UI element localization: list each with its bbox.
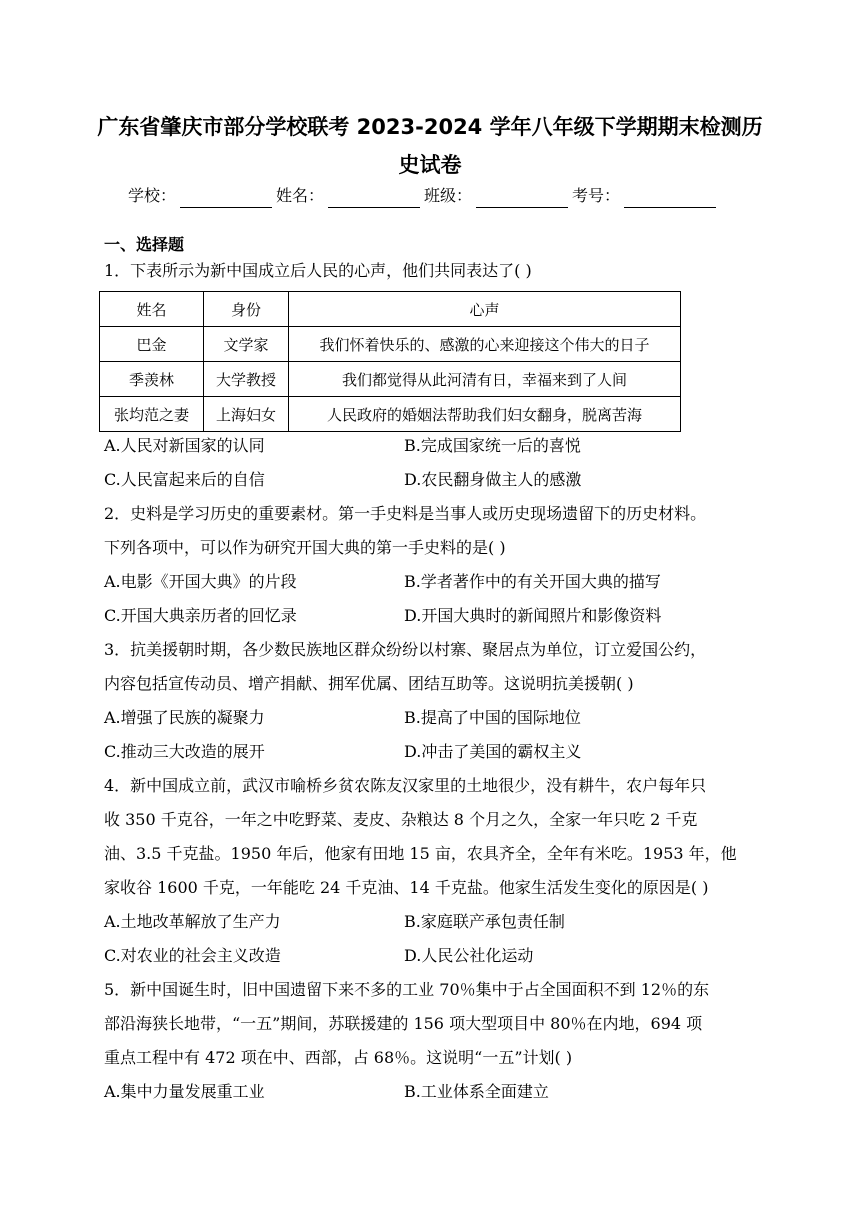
table-header-row (100, 292, 681, 327)
q2-stem-line: 2．史料是学习历史的重要素材。第一手史料是当事人或历史现场遗留下的历史材料。 (104, 504, 707, 523)
table-cell: 巴金 (100, 327, 204, 362)
student-info-row (128, 184, 748, 208)
q4-stem-line: 油、3.5 千克盐。1950 年后，他家有田地 15 亩，农具齐全，全年有米吃。1953 年，他 (104, 844, 737, 863)
q5-stem-line: 部沿海狭长地带，“一五”期间，苏联援建的 156 项大型项目中 80％在内地，694 项 (104, 1014, 703, 1033)
q4-option-c[interactable]: C.对农业的社会主义改造 (104, 946, 281, 965)
table-cell: 人民政府的婚姻法帮助我们妇女翻身，脱离苦海 (289, 397, 681, 432)
title-line-1: 广东省肇庆市部分学校联考 2023-2024 学年八年级下学期期末检测历 (97, 115, 763, 139)
q4-stem-line: 4．新中国成立前，武汉市喻桥乡贫农陈友汉家里的土地很少，没有耕牛，农户每年只 (104, 776, 707, 795)
table-row (100, 327, 681, 362)
school-blank[interactable] (180, 189, 272, 208)
table-cell: 文学家 (204, 327, 289, 362)
q5-stem-line: 重点工程中有 472 项在中、西部，占 68％。这说明“一五”计划( ) (104, 1048, 573, 1067)
table-cell: 上海妇女 (204, 397, 289, 432)
q4-stem-line: 家收谷 1600 千克，一年能吃 24 千克油、14 千克盐。他家生活发生变化的原因是( ) (104, 878, 709, 897)
table-header-cell: 心声 (289, 292, 681, 327)
q1-option-a[interactable]: A.人民对新国家的认同 (104, 436, 265, 455)
q1-stem-line: 1．下表所示为新中国成立后人民的心声，他们共同表达了( ) (104, 261, 532, 280)
table-cell: 我们怀着快乐的、感激的心来迎接这个伟大的日子 (289, 327, 681, 362)
table-header-cell: 姓名 (100, 292, 204, 327)
q3-option-d[interactable]: D.冲击了美国的霸权主义 (404, 742, 582, 761)
q4-option-b[interactable]: B.家庭联产承包责任制 (404, 912, 565, 931)
table-row (100, 397, 681, 432)
q2-stem-line: 下列各项中，可以作为研究开国大典的第一手史料的是( ) (104, 538, 506, 557)
q4-option-d[interactable]: D.人民公社化运动 (404, 946, 534, 965)
q5-stem-line: 5．新中国诞生时，旧中国遗留下来不多的工业 70％集中于占全国面积不到 12％的东 (104, 980, 710, 999)
table-cell: 季羡林 (100, 362, 204, 397)
q1-option-b[interactable]: B.完成国家统一后的喜悦 (404, 436, 581, 455)
exam-no-field (572, 184, 716, 208)
school-field (128, 184, 272, 208)
q5-option-a[interactable]: A.集中力量发展重工业 (104, 1082, 265, 1101)
name-label: 姓名： (276, 186, 325, 205)
exam-no-blank[interactable] (624, 189, 716, 208)
q5-option-b[interactable]: B.工业体系全面建立 (404, 1082, 549, 1101)
q1-option-d[interactable]: D.农民翻身做主人的感激 (404, 470, 582, 489)
table-header-cell: 身份 (204, 292, 289, 327)
q3-option-a[interactable]: A.增强了民族的凝聚力 (104, 708, 265, 727)
q2-option-d[interactable]: D.开国大典时的新闻照片和影像资料 (404, 606, 662, 625)
q4-option-a[interactable]: A.土地改革解放了生产力 (104, 912, 281, 931)
class-field (424, 184, 568, 208)
section-heading: 一、选择题 (104, 235, 185, 254)
q4-stem-line: 收 350 千克谷，一年之中吃野菜、麦皮、杂粮达 8 个月之久，全家一年只吃 2 千克 (104, 810, 698, 829)
q3-option-b[interactable]: B.提高了中国的国际地位 (404, 708, 581, 727)
table-cell: 我们都觉得从此河清有日，幸福来到了人间 (289, 362, 681, 397)
title-line-2: 史试卷 (398, 153, 462, 177)
exam-title (60, 108, 800, 184)
school-label: 学校： (128, 186, 177, 205)
q1-option-c[interactable]: C.人民富起来后的自信 (104, 470, 265, 489)
q3-option-c[interactable]: C.推动三大改造的展开 (104, 742, 265, 761)
q3-stem-line: 内容包括宣传动员、增产捐献、拥军优属、团结互助等。这说明抗美援朝( ) (104, 674, 634, 693)
class-blank[interactable] (476, 189, 568, 208)
q1-table (99, 291, 681, 432)
exam-no-label: 考号： (572, 186, 621, 205)
q2-option-c[interactable]: C.开国大典亲历者的回忆录 (104, 606, 297, 625)
table-cell: 大学教授 (204, 362, 289, 397)
name-blank[interactable] (328, 189, 420, 208)
table-cell: 张均范之妻 (100, 397, 204, 432)
q2-option-b[interactable]: B.学者著作中的有关开国大典的描写 (404, 572, 661, 591)
q3-stem-line: 3．抗美援朝时期，各少数民族地区群众纷纷以村寨、聚居点为单位，订立爱国公约， (104, 640, 707, 659)
q2-option-a[interactable]: A.电影《开国大典》的片段 (104, 572, 297, 591)
class-label: 班级： (424, 186, 473, 205)
name-field (276, 184, 420, 208)
table-row (100, 362, 681, 397)
